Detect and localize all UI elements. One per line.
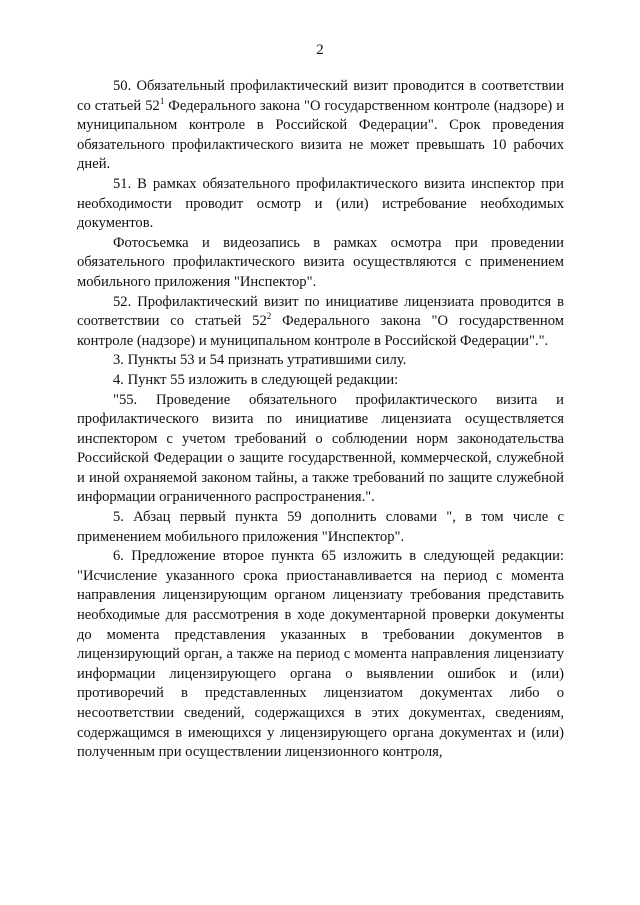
paragraph-55: "55. Проведение обязательного профилактического визита и профилактического визита по инициативе лицензиата осуществляется инспектором с учетом требований о соблюдении норм законодательства Российской Федерации о защите государственной, коммерческой, служебной и иной охраняемой законом тайны, а также требований по защите служебной информации ограниченного распространения.".	[77, 391, 564, 506]
paragraph-50-text-cont: Федерального закона "О государственном контроле (надзоре) и муниципальном контроле в Российской Федерации". Срок проведения обязательного профилактического визита не может превышать 10 рабочих дней.	[77, 97, 565, 173]
document-body	[77, 77, 564, 763]
article-superscript: 2	[266, 311, 272, 322]
paragraph-item-4: 4. Пункт 55 изложить в следующей редакции:	[113, 371, 399, 388]
article-superscript: 1	[159, 95, 165, 106]
paragraph-50-text: 50. Обязательный профилактический визит проводится в соответствии со статьей 52	[77, 78, 564, 114]
paragraph-52-text: 52. Профилактический визит по инициативе лицензиата проводится в соответствии со статьей 52	[77, 293, 564, 330]
paragraph-52	[77, 293, 564, 352]
paragraph-51: 51. В рамках обязательного профилактического визита инспектор при необходимости проводит осмотр и (или) истребование необходимых документов.	[77, 175, 564, 232]
paragraph-photo-video: Фотосъемка и видеозапись в рамках осмотра при проведении обязательного профилактического визита осуществляются с применением мобильного приложения "Инспектор".	[77, 234, 564, 290]
paragraph-52-text-cont: Федерального закона "О государственном контроле (надзоре) и муниципальном контроле в Российской Федерации".".	[77, 313, 564, 349]
paragraph-50	[77, 77, 564, 175]
paragraph-item-3: 3. Пункты 53 и 54 признать утратившими силу.	[113, 352, 407, 369]
paragraph-item-5: 5. Абзац первый пункта 59 дополнить словами ", в том числе с применением мобильного приложения "Инспектор".	[77, 509, 564, 545]
paragraph-item-6: 6. Предложение второе пункта 65 изложить в следующей редакции: "Исчисление указанного срока приостанавливается на период с момента направления лицензирующим органом лицензиату требования представить необходимые для рассмотрения в ходе документарной проверки документы до момента представления указанных в требовании документов в лицензирующий орган, а также на период с момента направления лицензиату информации лицензирующего органа о выявлении ошибок и (или) противоречий в представленных лицензиатом документах либо о несоответствии сведений, содержащихся в этих документах, сведениям, содержащимся в имеющихся у лицензирующего органа документах и (или) полученным при осуществлении лицензионного контроля,	[77, 548, 564, 761]
page-number: 2	[316, 42, 324, 58]
